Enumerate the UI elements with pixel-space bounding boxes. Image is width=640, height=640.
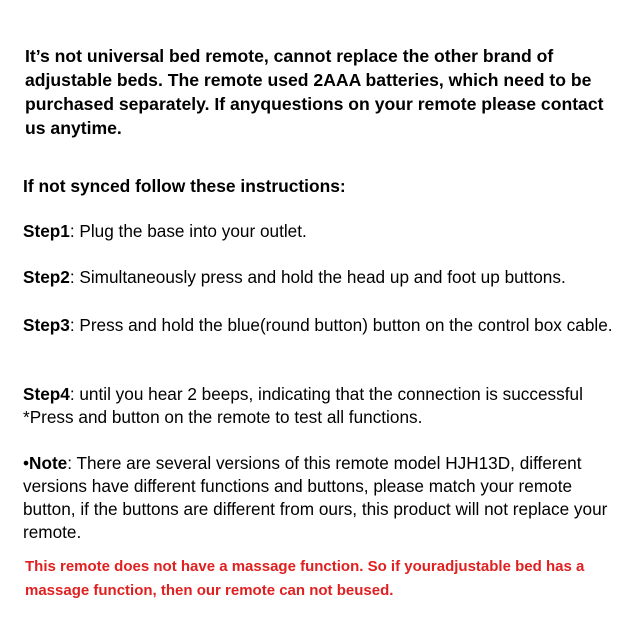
step-4-label: Step4 (23, 384, 70, 404)
intro-paragraph: It’s not universal bed remote, cannot replace the other brand of adjustable beds. The remote used 2AAA batteries, which need to be purchased separately. If anyquestions on your remote please contact us anytime. (25, 46, 604, 138)
warning-paragraph: This remote does not have a massage function. So if youradjustable bed has a massage function, then our remote can not beused. (25, 558, 585, 599)
note-text: : There are several versions of this remote model HJH13D, different versions have different functions and buttons, please match your remote button, if the buttons are different from ours, this product will not replace your remote. (23, 453, 608, 542)
note-label: Note (29, 453, 68, 473)
step-3 (23, 314, 623, 337)
note-bullet: • (23, 453, 30, 473)
instructions-heading: If not synced follow these instructions: (23, 176, 346, 196)
step-2-label: Step2 (23, 267, 70, 287)
step-1 (23, 220, 623, 243)
step-1-text: : Plug the base into your outlet. (69, 221, 307, 241)
step-4-text: : until you hear 2 beeps, indicating that the connection is successful *Press and button on the remote to test all functions. (23, 384, 583, 427)
step-3-text: : Press and hold the blue(round button) button on the control box cable. (69, 315, 613, 335)
step-4 (23, 383, 623, 429)
step-1-label: Step1 (23, 221, 70, 241)
step-2 (23, 266, 623, 289)
step-3-label: Step3 (23, 315, 70, 335)
step-2-text: : Simultaneously press and hold the head up and foot up buttons. (69, 267, 566, 287)
note-paragraph (23, 452, 623, 544)
